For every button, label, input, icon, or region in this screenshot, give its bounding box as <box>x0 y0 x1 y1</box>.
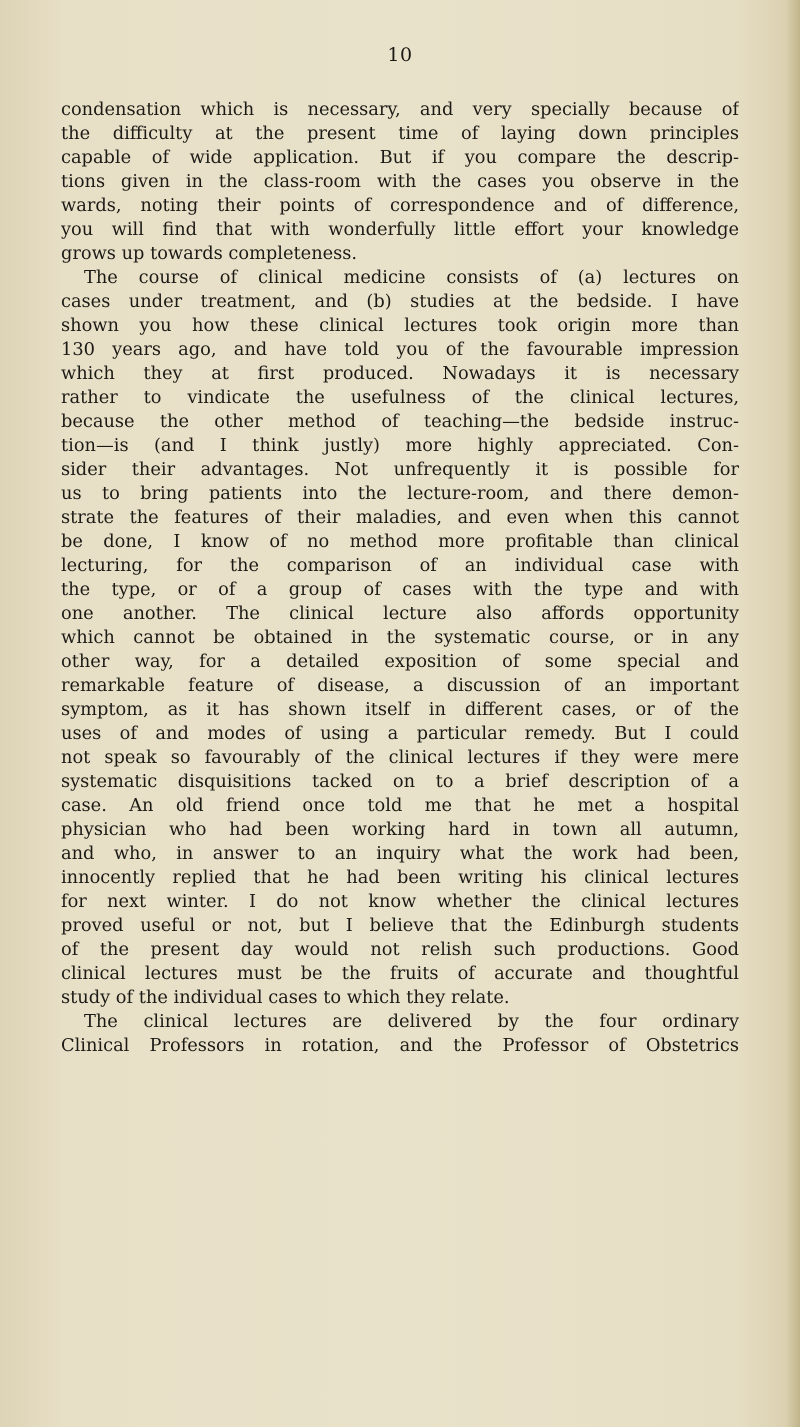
text-line: remarkable feature of disease, a discussion of an important <box>61 675 739 696</box>
page-edge-shadow <box>786 0 800 1427</box>
text-line: 130 years ago, and have told you of the favourable impression <box>61 339 739 360</box>
text-line: sider their advantages. Not unfrequently it is possible for <box>61 459 739 480</box>
text-line: study of the individual cases to which they relate. <box>61 987 510 1008</box>
text-line: shown you how these clinical lectures took origin more than <box>61 315 739 336</box>
text-line: symptom, as it has shown itself in different cases, or of the <box>61 699 739 720</box>
text-line: lecturing, for the comparison of an individual case with <box>61 555 739 576</box>
text-line: The clinical lectures are delivered by the four ordinary <box>84 1011 739 1032</box>
text-line: not speak so favourably of the clinical lectures if they were mere <box>61 747 739 768</box>
text-line: other way, for a detailed exposition of some special and <box>61 651 739 672</box>
text-line: for next winter. I do not know whether the clinical lectures <box>61 891 739 912</box>
text-line: systematic disquisitions tacked on to a brief description of a <box>61 771 739 792</box>
text-line: tion—is (and I think justly) more highly appreciated. Con- <box>61 435 739 456</box>
text-line: clinical lectures must be the fruits of accurate and thoughtful <box>61 963 739 984</box>
page-number: 10 <box>387 44 413 66</box>
text-line: innocently replied that he had been writing his clinical lectures <box>61 867 739 888</box>
text-line: capable of wide application. But if you compare the descrip- <box>61 147 739 168</box>
text-line: tions given in the class-room with the cases you observe in the <box>61 171 739 192</box>
text-line: condensation which is necessary, and very specially because of <box>61 99 739 120</box>
text-line: us to bring patients into the lecture-room, and there demon- <box>61 483 739 504</box>
text-line: rather to vindicate the usefulness of the clinical lectures, <box>61 387 739 408</box>
text-line: because the other method of teaching—the bedside instruc- <box>61 411 739 432</box>
text-line: proved useful or not, but I believe that the Edinburgh students <box>61 915 739 936</box>
text-line: the type, or of a group of cases with the type and with <box>61 579 739 600</box>
text-line: The course of clinical medicine consists of (a) lectures on <box>84 267 739 288</box>
text-line: cases under treatment, and (b) studies at the bedside. I have <box>61 291 739 312</box>
body-text <box>61 98 739 1058</box>
text-line: which cannot be obtained in the systematic course, or in any <box>61 627 739 648</box>
text-line: case. An old friend once told me that he met a hospital <box>61 795 739 816</box>
text-line: Clinical Professors in rotation, and the Professor of Obstetrics <box>61 1035 739 1056</box>
text-line: wards, noting their points of correspondence and of difference, <box>61 195 739 216</box>
text-line: the difficulty at the present time of laying down principles <box>61 123 739 144</box>
text-line: physician who had been working hard in town all autumn, <box>61 819 739 840</box>
text-line: you will find that with wonderfully little effort your knowledge <box>61 219 739 240</box>
text-line: grows up towards completeness. <box>61 243 358 264</box>
text-line: be done, I know of no method more profitable than clinical <box>61 531 739 552</box>
text-line: strate the features of their maladies, and even when this cannot <box>61 507 739 528</box>
text-line: one another. The clinical lecture also affords opportunity <box>61 603 739 624</box>
text-line: of the present day would not relish such productions. Good <box>61 939 739 960</box>
text-line: and who, in answer to an inquiry what the work had been, <box>61 843 739 864</box>
text-line: which they at first produced. Nowadays it is necessary <box>61 363 739 384</box>
text-line: uses of and modes of using a particular remedy. But I could <box>61 723 739 744</box>
